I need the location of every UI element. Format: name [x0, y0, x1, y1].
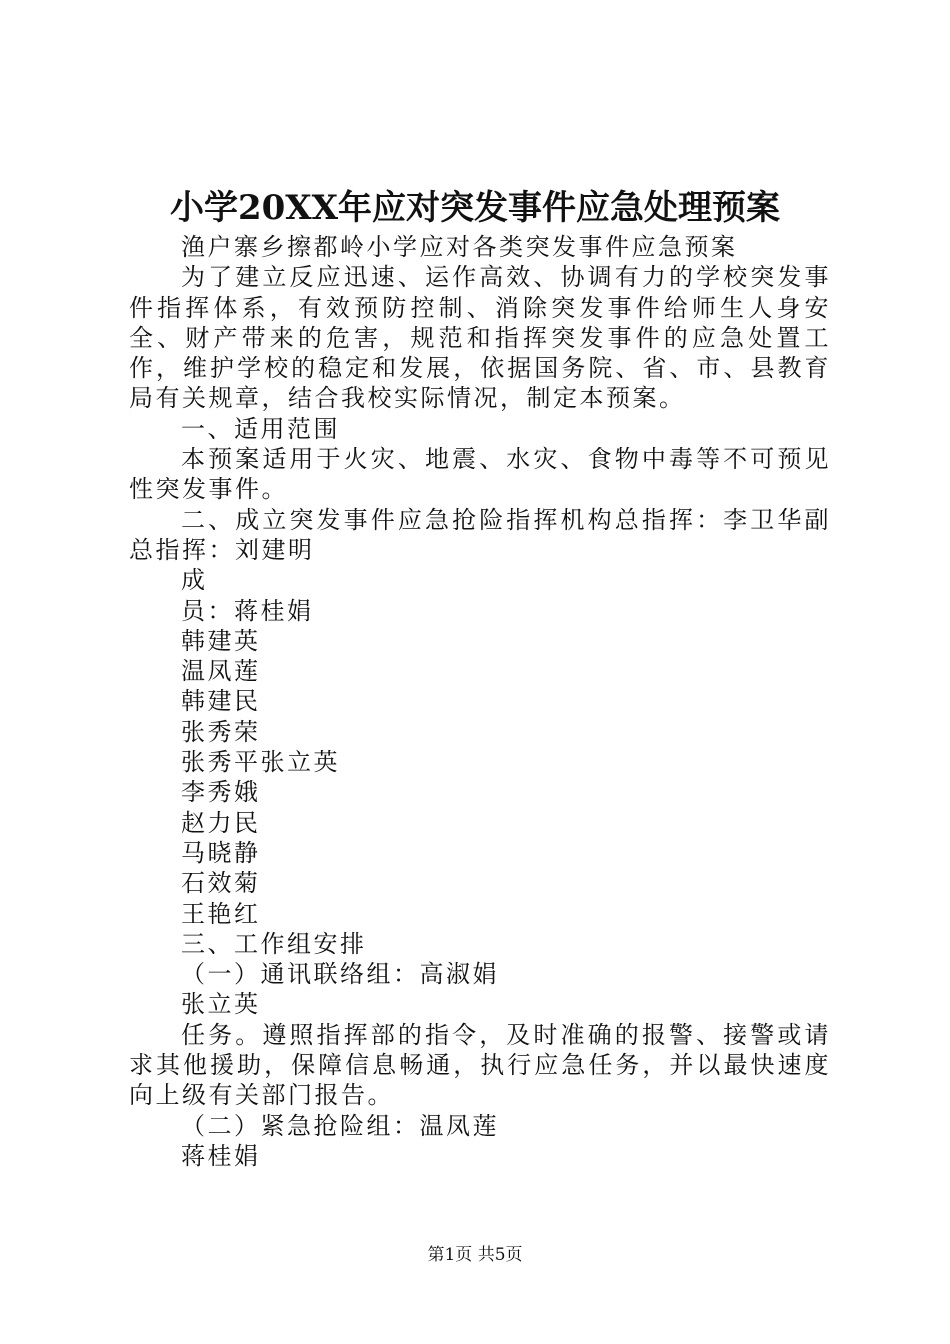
- paragraph-communication-task: 任务。遵照指挥部的指令，及时准确的报警、接警或请求其他援助，保障信息畅通，执行应急任务，并以最快速度向上级有关部门报告。: [129, 1020, 831, 1110]
- paragraph-scope: 本预案适用于火灾、地震、水灾、食物中毒等不可预见性突发事件。: [129, 445, 831, 504]
- member-line: 员：蒋桂娟: [181, 596, 314, 625]
- member-line: 王艳红: [181, 899, 261, 928]
- subheading-communication-group: （一）通讯联络组：高淑娟: [181, 960, 499, 989]
- member-line: 张立英: [181, 990, 261, 1019]
- member-line: 赵力民: [181, 808, 261, 837]
- member-line: 石效菊: [181, 869, 261, 898]
- subheading-rescue-group: （二）紧急抢险组：温凤莲: [181, 1111, 499, 1140]
- member-line: 张秀平张立英: [181, 748, 340, 777]
- heading-command: 二、成立突发事件应急抢险指挥机构总指挥：李卫华副总指挥：刘建明: [129, 505, 831, 564]
- paragraph-school-name: 渔户寨乡擦都岭小学应对各类突发事件应急预案: [181, 233, 738, 261]
- heading-work-groups: 三、工作组安排: [181, 929, 367, 958]
- page-number: 第1页 共5页: [427, 1245, 523, 1265]
- member-line: 韩建民: [181, 687, 261, 716]
- document-body: [129, 232, 831, 1171]
- member-line: 韩建英: [181, 626, 261, 655]
- member-line: 马晓静: [181, 838, 261, 867]
- member-line: 张秀荣: [181, 717, 261, 746]
- heading-scope: 一、适用范围: [181, 414, 340, 443]
- document-title: 小学20XX年应对突发事件应急处理预案: [169, 188, 781, 228]
- paragraph-purpose: 为了建立反应迅速、运作高效、协调有力的学校突发事件指挥体系，有效预防控制、消除突发事件给师生人身安全、财产带来的危害，规范和指挥突发事件的应急处置工作，维护学校的稳定和发展，依据国务院、省、市、县教育局有关规章，结合我校实际情况，制定本预案。: [129, 263, 831, 413]
- member-line: 温凤莲: [181, 657, 261, 686]
- member-line: 成: [181, 566, 208, 595]
- member-line: 李秀娥: [181, 778, 261, 807]
- member-line: 蒋桂娟: [181, 1141, 261, 1170]
